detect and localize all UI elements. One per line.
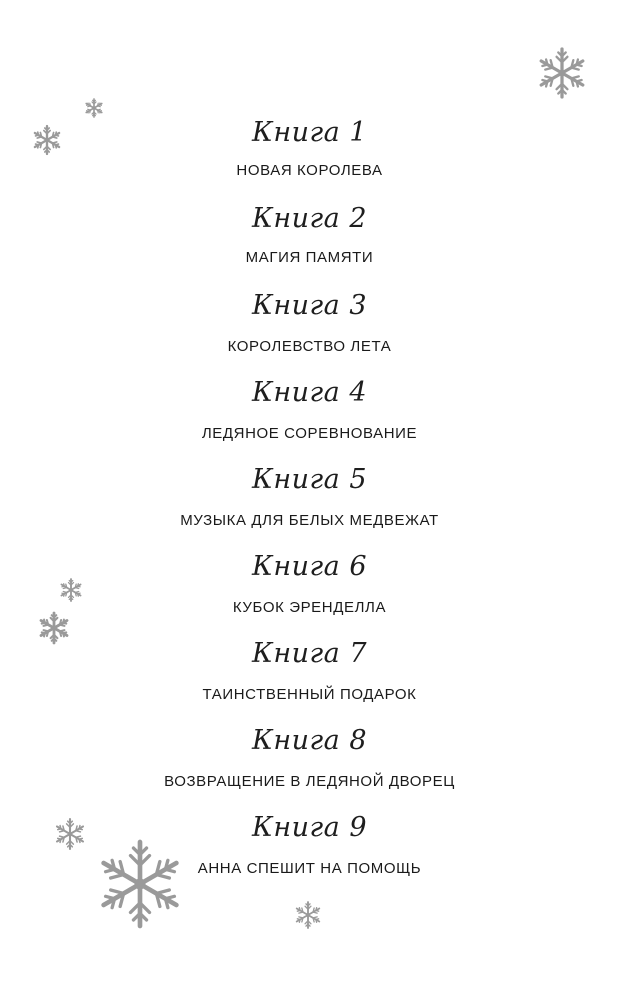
book-1-heading: Книга 1 — [251, 117, 368, 148]
book-1-title: НОВАЯ КОРОЛЕВА — [236, 162, 383, 179]
book-8-title: ВОЗВРАЩЕНИЕ В ЛЕДЯНОЙ ДВОРЕЦ — [164, 773, 455, 790]
snowflake-icon — [31, 124, 63, 156]
snowflake-icon — [96, 840, 184, 928]
book-4-title: ЛЕДЯНОЕ СОРЕВНОВАНИЕ — [201, 425, 418, 442]
snowflake-icon — [53, 817, 87, 851]
book-5-title: МУЗЫКА ДЛЯ БЕЛЫХ МЕДВЕЖАТ — [180, 512, 439, 529]
snowflake-icon — [293, 900, 323, 930]
snowflake-icon — [83, 97, 105, 119]
book-3-title: КОРОЛЕВСТВО ЛЕТА — [227, 338, 392, 355]
book-9-heading: Книга 9 — [251, 812, 368, 843]
snowflake-icon — [536, 47, 588, 99]
book-9-title: АННА СПЕШИТ НА ПОМОЩЬ — [197, 860, 422, 877]
book-7-title: ТАИНСТВЕННЫЙ ПОДАРОК — [202, 686, 417, 703]
snowflake-icon — [37, 611, 71, 645]
book-7-heading: Книга 7 — [251, 638, 368, 669]
book-6-heading: Книга 6 — [251, 551, 368, 582]
book-4-heading: Книга 4 — [251, 377, 368, 408]
book-5-heading: Книга 5 — [251, 464, 368, 495]
book-6-title: КУБОК ЭРЕНДЕЛЛА — [232, 599, 387, 616]
snowflake-icon — [58, 577, 84, 603]
book-2-title: МАГИЯ ПАМЯТИ — [245, 249, 374, 266]
book-3-heading: Книга 3 — [251, 290, 368, 321]
book-8-heading: Книга 8 — [251, 725, 368, 756]
book-2-heading: Книга 2 — [251, 203, 368, 234]
